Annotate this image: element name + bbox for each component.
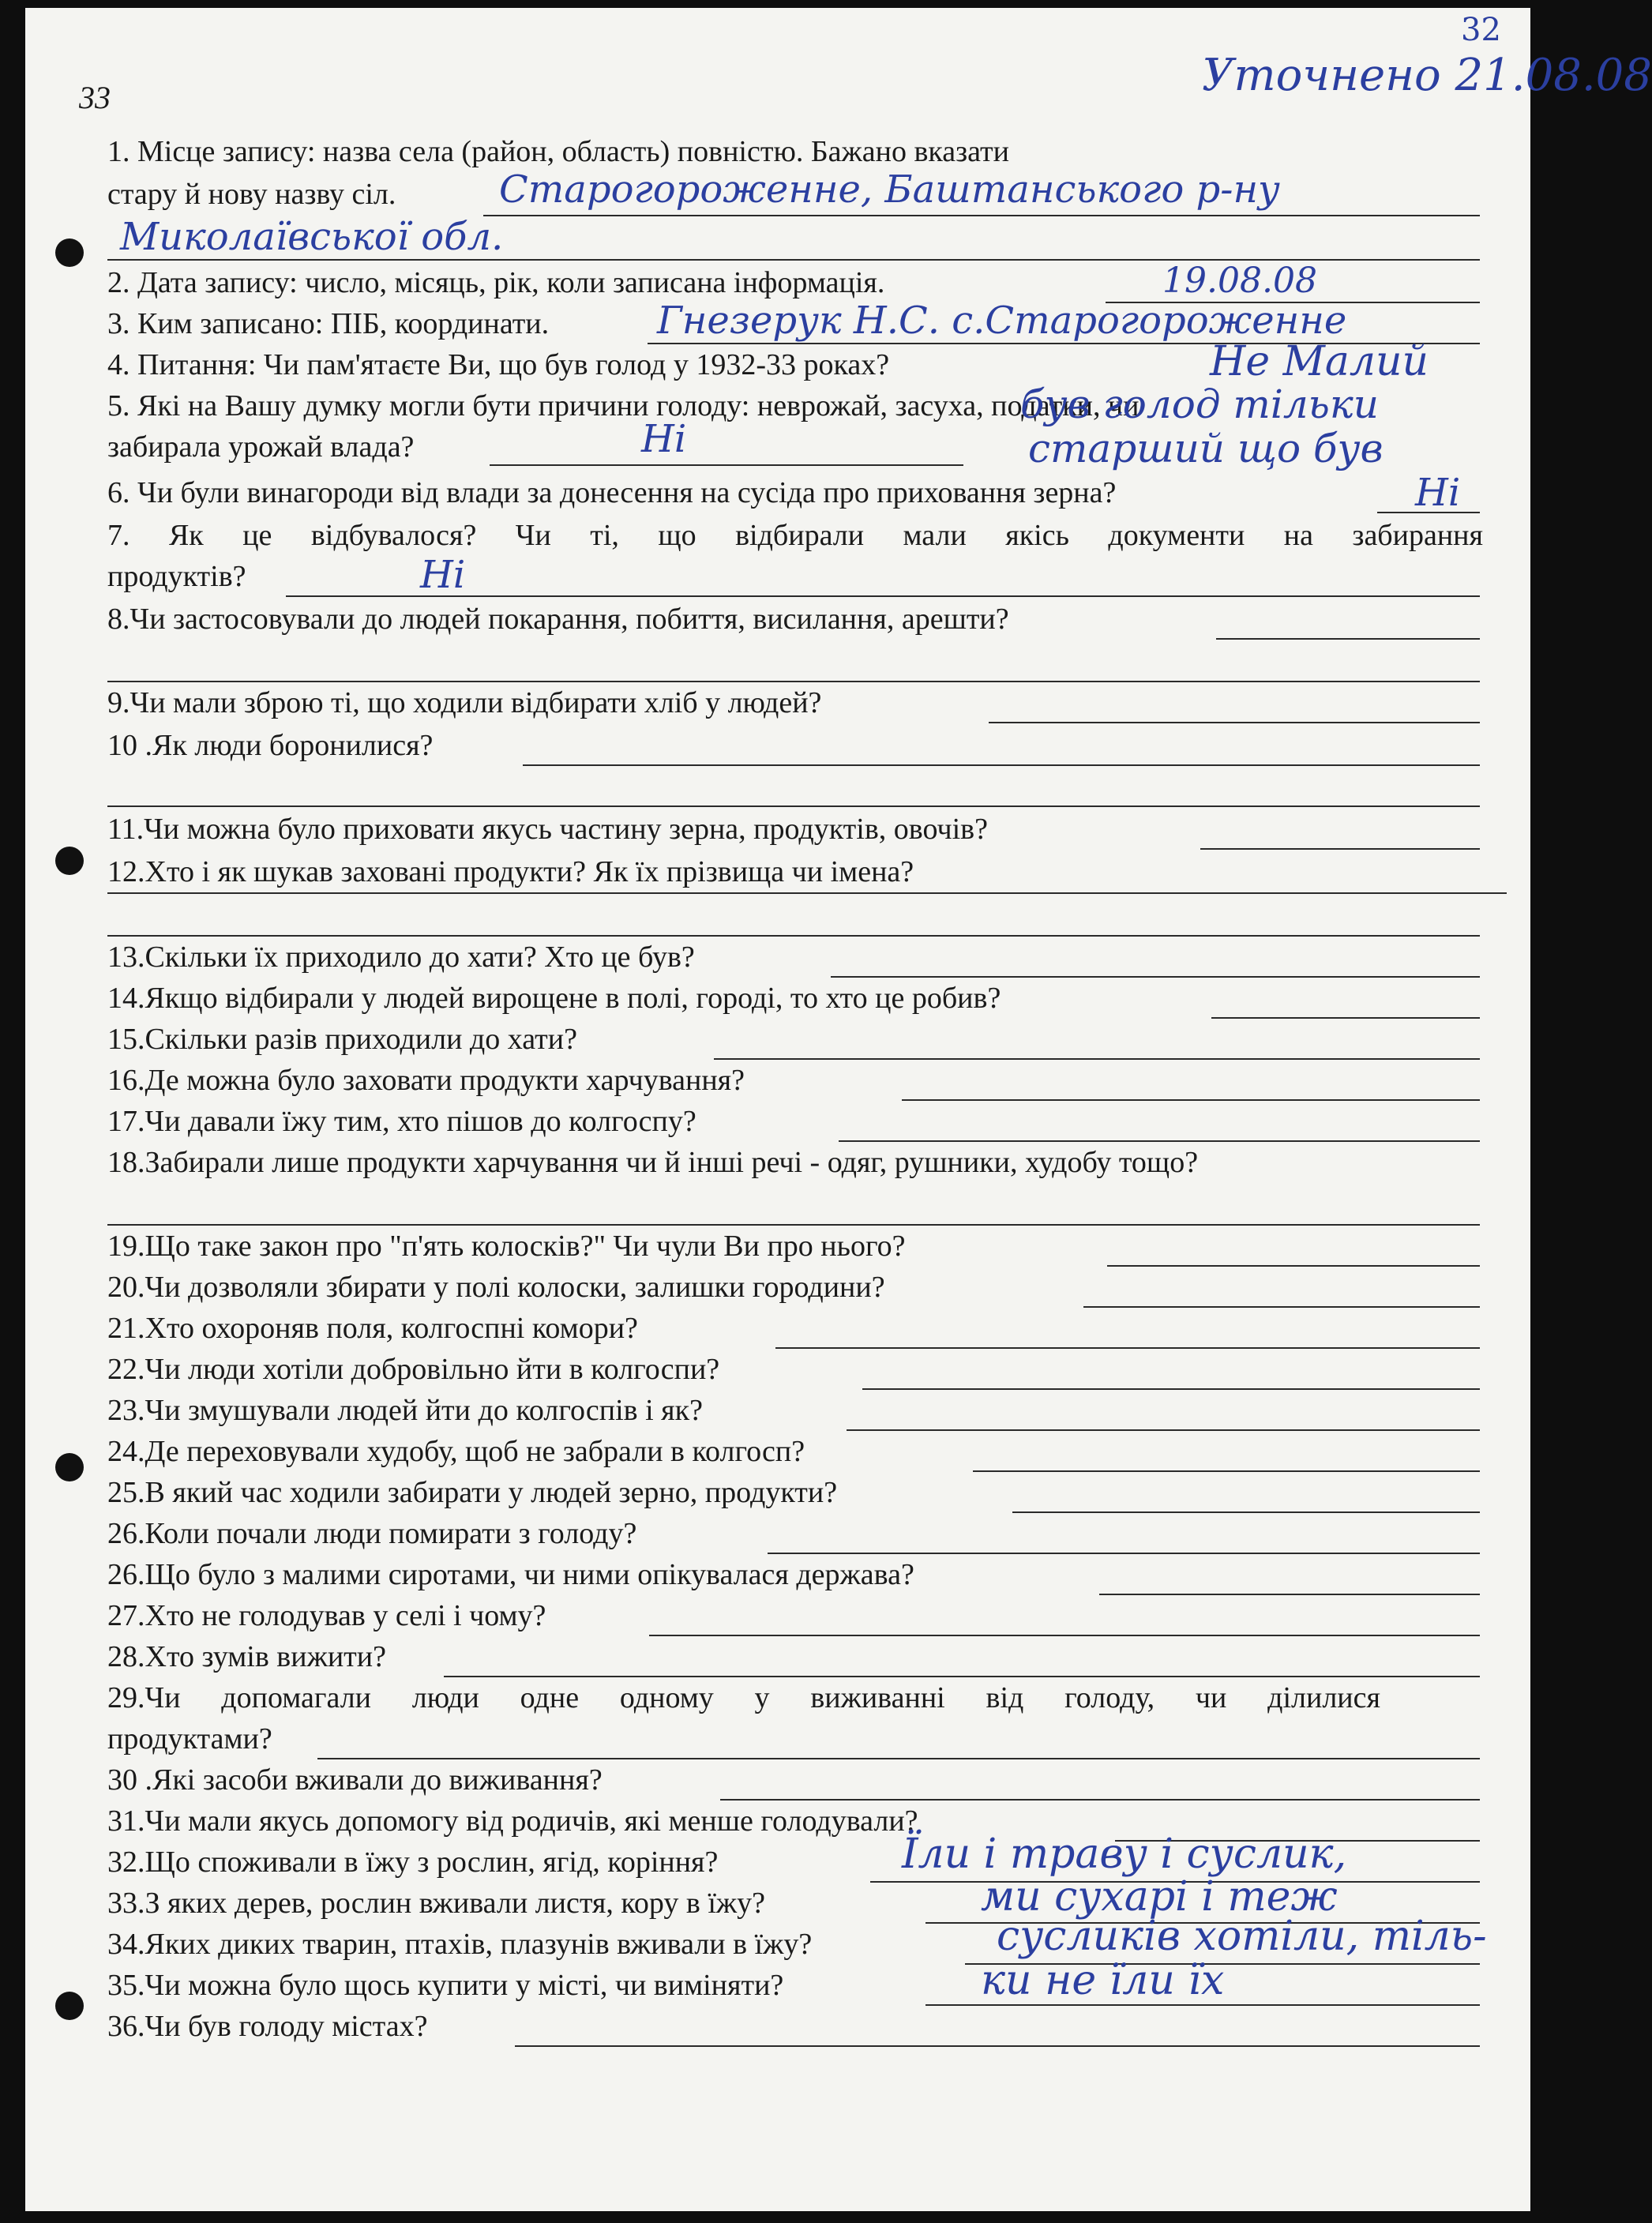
question-20: 20.Чи дозволяли збирати у полі колоски, залишки городини? (107, 1271, 885, 1304)
question-11: 11.Чи можна було приховати якусь частину зерна, продуктів, овочів? (107, 813, 988, 846)
q28-answer-line (444, 1676, 1480, 1677)
q8-answer-line-2 (107, 681, 1480, 682)
q5-side-note-1: був голод тільки (1020, 381, 1379, 427)
binder-hole-4 (55, 1992, 84, 2020)
binder-hole-2 (55, 847, 84, 875)
q1-line1: 1. Місце запису: назва села (район, область) повністю. Бажано вказати (107, 135, 1010, 168)
q35-answer: ки не їли їх (981, 1957, 1225, 2004)
page-number-corner: 32 (1461, 12, 1501, 48)
q18-answer-line (107, 1224, 1480, 1226)
question-10: 10 .Як люди боронилися? (107, 729, 434, 762)
q1-answer-line (483, 215, 1480, 216)
question-29-line2: продуктами? (107, 1722, 272, 1755)
question-15: 15.Скільки разів приходили до хати? (107, 1023, 577, 1056)
page-number: 33 (79, 80, 111, 115)
question-25: 25.В який час ходили забирати у людей зерно, продукти? (107, 1476, 838, 1509)
verified-note: Уточнено 21.08.08 (1202, 50, 1652, 101)
q3-label: 3. Ким записано: ПІБ, координати. (107, 307, 550, 340)
question-36: 36.Чи був голоду містах? (107, 2010, 428, 2043)
q1-answer-2: Миколаївської обл. (120, 215, 504, 259)
question-8: 8.Чи застосовували до людей покарання, побиття, висилання, арешти? (107, 603, 1009, 636)
q9-answer-line (989, 722, 1480, 723)
questionnaire-sheet (25, 8, 1652, 2211)
question-29-line1: 29.Чи допомагали люди одне одному у виживанні від голоду, чи ділилися (107, 1681, 1380, 1714)
q20-answer-line (1083, 1306, 1480, 1308)
q12-answer-line-2 (107, 935, 1480, 937)
q11-answer-line (1200, 848, 1480, 850)
q6-label: 6. Чи були винагороди від влади за донесення на сусіда про приховання зерна? (107, 476, 1117, 509)
question-32: 32.Що споживали в їжу з рослин, ягід, коріння? (107, 1846, 719, 1879)
q6-answer: Ні (1415, 471, 1461, 515)
q4-label: 4. Питання: Чи пам'ятаєте Ви, що був голод у 1932-33 роках? (107, 348, 890, 381)
q22-answer-line (862, 1388, 1480, 1390)
q13-answer-line (831, 976, 1480, 978)
question-18: 18.Забирали лише продукти харчування чи й інші речі - одяг, рушники, худобу тощо? (107, 1146, 1199, 1179)
question-22: 22.Чи люди хотіли добровільно йти в колгоспи? (107, 1353, 720, 1386)
q14-answer-line (1211, 1017, 1480, 1019)
q7-line1: 7. Як це відбувалося? Чи ті, що відбирали мали якісь документи на забирання (107, 519, 1483, 552)
q17-answer-line (839, 1140, 1480, 1142)
question-28: 28.Хто зумів вижити? (107, 1640, 386, 1673)
q10-answer-line-2 (107, 805, 1480, 807)
binder-hole-3 (55, 1453, 84, 1481)
q7-line2: продуктів? (107, 560, 246, 593)
question-9: 9.Чи мали зброю ті, що ходили відбирати хліб у людей? (107, 686, 822, 719)
question-35: 35.Чи можна було щось купити у місті, чи виміняти? (107, 1969, 784, 2002)
question-34: 34.Яких диких тварин, птахів, плазунів вживали в їжу? (107, 1928, 813, 1961)
q29-answer-line (317, 1758, 1480, 1759)
question-26: 26.Коли почали люди помирати з голоду? (107, 1517, 637, 1550)
q8-answer-line (1216, 638, 1480, 640)
question-31: 31.Чи мали якусь допомогу від родичів, які менше голодували? (107, 1804, 918, 1838)
q12-answer-line (107, 892, 1507, 894)
q2-label: 2. Дата запису: число, місяць, рік, коли записана інформація. (107, 266, 885, 299)
question-33: 33.З яких дерев, рослин вживали листя, кору в їжу? (107, 1887, 766, 1920)
question-17: 17.Чи давали їжу тим, хто пішов до колгоспу? (107, 1105, 696, 1138)
q5-line2: забирала урожай влада? (107, 430, 415, 464)
question-24: 24.Де переховували худобу, щоб не забрали в колгосп? (107, 1435, 805, 1468)
question-23: 23.Чи змушували людей йти до колгоспів і як? (107, 1394, 703, 1427)
q24-answer-line (973, 1470, 1480, 1472)
question-26b: 26.Що було з малими сиротами, чи ними опікувалася держава? (107, 1558, 914, 1591)
q35-answer-line (925, 2004, 1480, 2006)
q5-answer: Ні (641, 417, 687, 461)
q4-answer: Не Малий (1210, 338, 1429, 385)
q7-answer: Ні (420, 553, 466, 597)
q26-answer-line (768, 1553, 1480, 1554)
q34-answer: сусликів хотіли, тіль- (997, 1913, 1487, 1960)
q32-answer: Їли і траву і суслик, (902, 1831, 1347, 1878)
q33-answer: ми сухарі і теж (981, 1873, 1338, 1921)
q30-answer-line (720, 1799, 1480, 1801)
q5-side-note-2: старший що був (1028, 426, 1384, 471)
q26b-answer-line (1099, 1594, 1480, 1595)
question-30: 30 .Які засоби вживали до виживання? (107, 1763, 603, 1797)
q27-answer-line (649, 1635, 1480, 1636)
q23-answer-line (847, 1429, 1480, 1431)
question-13: 13.Скільки їх приходило до хати? Хто це був? (107, 941, 695, 974)
q1-line2: стару й нову назву сіл. (107, 178, 396, 211)
q16-answer-line (902, 1099, 1480, 1101)
q21-answer-line (775, 1347, 1480, 1349)
q2-answer: 19.08.08 (1162, 261, 1317, 301)
q19-answer-line (1107, 1265, 1480, 1267)
binder-hole-1 (55, 238, 84, 267)
q1-answer-1: Старогороженне, Баштанського р-ну (499, 167, 1280, 212)
question-16: 16.Де можна було заховати продукти харчування? (107, 1064, 745, 1097)
question-19: 19.Що таке закон про "п'ять колосків?" Чи чули Ви про нього? (107, 1230, 906, 1263)
q36-answer-line (515, 2045, 1480, 2047)
q15-answer-line (714, 1058, 1480, 1060)
q3-answer: Гнезерук Н.С. с.Старогороженне (657, 299, 1347, 343)
question-21: 21.Хто охороняв поля, колгоспні комори? (107, 1312, 638, 1345)
q10-answer-line (523, 764, 1480, 766)
q5-line1: 5. Які на Вашу думку могли бути причини голоду: неврожай, засуха, податки, чи (107, 389, 1140, 422)
q5-answer-line (490, 464, 963, 466)
question-27: 27.Хто не голодував у селі і чому? (107, 1599, 546, 1632)
question-12: 12.Хто і як шукав заховані продукти? Як їх прізвища чи імена? (107, 855, 914, 888)
q25-answer-line (1012, 1511, 1480, 1513)
question-14: 14.Якщо відбирали у людей вирощене в полі, городі, то хто це робив? (107, 982, 1001, 1015)
